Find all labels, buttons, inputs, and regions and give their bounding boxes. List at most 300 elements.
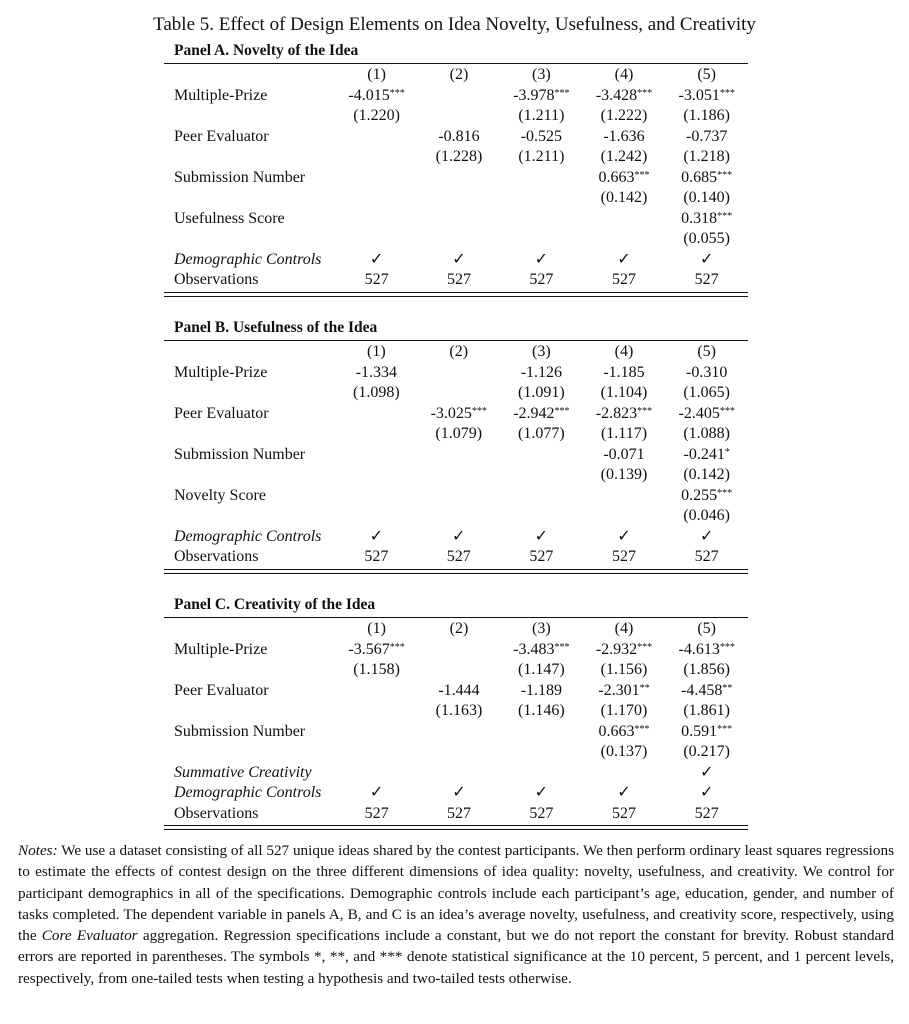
standard-error — [335, 229, 418, 250]
coefficient-value: ✓ — [617, 250, 631, 268]
coefficient-cell — [418, 86, 500, 107]
coefficient-cell — [417, 547, 500, 568]
coefficient-value: 527 — [364, 548, 389, 565]
coefficient-value: -4.015 — [348, 86, 390, 104]
coefficient-cell — [335, 547, 417, 568]
coefficient-cell — [418, 250, 500, 271]
table-row — [164, 804, 748, 825]
regression-table — [164, 619, 748, 824]
standard-error-row — [164, 742, 748, 763]
coefficient-value: -0.737 — [685, 127, 728, 145]
standard-error: (0.046) — [683, 507, 730, 524]
coefficient-cell — [500, 250, 583, 271]
coefficient-value: -1.334 — [355, 363, 398, 381]
coefficient-value: 527 — [694, 271, 719, 288]
coefficient-value: 527 — [529, 271, 554, 288]
column-number: (2) — [449, 620, 469, 637]
coefficient-cell — [417, 486, 500, 507]
coefficient-cell — [665, 209, 748, 230]
coefficient-value: -1.126 — [520, 363, 563, 381]
standard-error — [500, 506, 583, 527]
coefficient-value: ✓ — [534, 527, 549, 545]
column-number: (4) — [614, 620, 634, 637]
coefficient-cell — [665, 168, 748, 189]
coefficient-cell — [665, 547, 748, 568]
coefficient-cell — [665, 527, 748, 548]
standard-error: (0.139) — [600, 466, 648, 483]
standard-error-row — [164, 383, 748, 404]
row-label-empty — [164, 229, 335, 250]
coefficient-cell — [665, 250, 748, 271]
table-row — [164, 270, 748, 291]
standard-error: (1.098) — [353, 384, 400, 401]
standard-error: (1.220) — [353, 107, 400, 124]
significance-stars: *** — [554, 405, 570, 417]
coefficient-cell — [417, 445, 500, 466]
notes-lead: Notes: — [18, 842, 58, 859]
coefficient-cell — [335, 527, 417, 548]
standard-error — [500, 742, 583, 763]
standard-error-row — [164, 506, 748, 527]
standard-error: (1.146) — [518, 702, 565, 719]
coefficient-value: 527 — [612, 548, 636, 565]
coefficient-value: ✓ — [699, 763, 714, 781]
coefficient-value: -4.458 — [680, 681, 723, 699]
table-row — [164, 486, 748, 507]
standard-error-row — [164, 147, 748, 168]
coefficient-cell — [335, 681, 418, 702]
coefficient-value: ✓ — [534, 250, 549, 268]
coefficient-cell — [583, 763, 666, 784]
coefficient-cell — [500, 527, 583, 548]
coefficient-value: ✓ — [369, 250, 384, 268]
standard-error: (1.158) — [353, 661, 400, 678]
row-label: Peer Evaluator — [174, 127, 269, 145]
bottom-rule — [164, 825, 748, 830]
coefficient-cell — [500, 804, 583, 825]
standard-error — [583, 229, 666, 250]
coefficient-cell — [500, 404, 583, 425]
coefficient-cell — [500, 445, 583, 466]
coefficient-cell — [418, 209, 500, 230]
coefficient-cell — [335, 763, 418, 784]
standard-error — [418, 660, 500, 681]
row-label-empty — [164, 660, 335, 681]
coefficient-cell — [335, 445, 417, 466]
row-label: Observations — [174, 804, 259, 822]
standard-error: (1.091) — [518, 384, 565, 401]
row-label-empty — [164, 383, 335, 404]
coefficient-cell — [665, 763, 748, 784]
standard-error: (0.137) — [600, 743, 648, 760]
coefficient-cell — [335, 250, 418, 271]
standard-error: (1.228) — [435, 148, 483, 165]
row-label-empty — [164, 424, 335, 445]
coefficient-cell — [665, 445, 748, 466]
standard-error — [583, 506, 666, 527]
significance-stars: *** — [719, 641, 735, 653]
row-label: Multiple-Prize — [174, 363, 268, 381]
standard-error-row — [164, 106, 748, 127]
standard-error: (1.156) — [600, 661, 648, 678]
header-blank — [164, 65, 335, 86]
coefficient-value: 527 — [694, 548, 719, 565]
notes-emphasis: Core Evaluator — [41, 927, 138, 945]
significance-stars: *** — [389, 641, 405, 653]
significance-stars: *** — [637, 405, 653, 417]
coefficient-cell — [335, 209, 418, 230]
coefficient-value: -1.636 — [603, 127, 645, 145]
significance-stars: *** — [471, 405, 487, 417]
standard-error: (1.117) — [600, 425, 648, 442]
row-label-empty — [164, 106, 335, 127]
coefficient-value: 0.663 — [598, 722, 635, 740]
coefficient-value: 0.318 — [681, 209, 718, 227]
standard-error-row — [164, 424, 748, 445]
coefficient-cell — [583, 250, 666, 271]
standard-error: (1.242) — [600, 148, 648, 165]
standard-error — [500, 465, 583, 486]
table-row — [164, 250, 748, 271]
coefficient-value: 527 — [446, 548, 471, 565]
coefficient-cell — [583, 270, 666, 291]
row-label: Demographic Controls — [174, 784, 322, 801]
coefficient-cell — [583, 527, 666, 548]
coefficient-cell — [335, 404, 417, 425]
coefficient-cell — [665, 681, 748, 702]
coefficient-cell — [335, 127, 418, 148]
row-label-empty — [164, 701, 335, 722]
coefficient-cell — [583, 168, 666, 189]
significance-stars: ** — [639, 682, 650, 694]
coefficient-value: -3.483 — [513, 640, 555, 658]
coefficient-cell — [500, 486, 583, 507]
coefficient-cell — [665, 804, 748, 825]
coefficient-cell — [665, 270, 748, 291]
coefficient-cell — [583, 722, 666, 743]
coefficient-cell — [583, 640, 666, 661]
significance-stars: *** — [634, 723, 650, 735]
significance-stars: *** — [717, 487, 733, 499]
standard-error: (1.861) — [683, 702, 730, 719]
significance-stars: *** — [637, 87, 653, 99]
column-number: (1) — [367, 620, 386, 637]
coefficient-cell — [583, 445, 666, 466]
coefficient-cell — [500, 547, 583, 568]
coefficient-value: 527 — [364, 271, 389, 288]
row-label: Peer Evaluator — [174, 681, 269, 699]
column-number: (5) — [697, 66, 716, 83]
column-number: (5) — [697, 343, 716, 360]
table-row — [164, 722, 748, 743]
coefficient-cell — [500, 270, 583, 291]
coefficient-value: -2.823 — [595, 404, 638, 422]
column-number: (3) — [532, 66, 551, 83]
standard-error: (1.211) — [518, 148, 565, 165]
coefficient-value: -1.185 — [603, 363, 645, 381]
coefficient-cell — [335, 804, 418, 825]
table-row — [164, 763, 748, 784]
coefficient-cell — [665, 86, 748, 107]
coefficient-value: -2.932 — [595, 640, 638, 658]
standard-error — [417, 383, 500, 404]
coefficient-cell — [418, 681, 500, 702]
coefficient-value: 527 — [529, 548, 554, 565]
table-row — [164, 783, 748, 804]
significance-stars: *** — [719, 405, 735, 417]
coefficient-value: ✓ — [369, 784, 384, 801]
coefficient-value: -0.241 — [683, 445, 725, 463]
row-label: Submission Number — [174, 445, 306, 463]
column-number: (2) — [449, 66, 469, 83]
standard-error: (0.217) — [683, 743, 730, 760]
table-row — [164, 86, 748, 107]
row-label: Multiple-Prize — [174, 640, 268, 658]
regression-table — [164, 342, 748, 568]
table-row — [164, 640, 748, 661]
significance-stars: *** — [634, 169, 650, 181]
coefficient-cell — [583, 681, 666, 702]
significance-stars: *** — [554, 87, 570, 99]
standard-error — [335, 147, 418, 168]
standard-error: (0.140) — [683, 189, 730, 206]
standard-error: (0.142) — [600, 189, 648, 206]
standard-error: (0.055) — [683, 230, 730, 247]
standard-error — [335, 424, 417, 445]
standard-error-row — [164, 660, 748, 681]
coefficient-cell — [665, 783, 748, 804]
standard-error: (1.065) — [683, 384, 730, 401]
table-row — [164, 127, 748, 148]
significance-stars: *** — [719, 87, 735, 99]
standard-error — [335, 188, 418, 209]
coefficient-cell — [665, 127, 748, 148]
column-number: (2) — [449, 343, 469, 360]
notes-text-2: aggregation. Regression specifications include a constant, but we do not report the constant for brevity. Robust standard errors are reported in parentheses. The symbols *, **, and *** denote statistical significance at the 10 percent, 5 percent, and 1 percent levels, respectively, from one-tailed tests when testing a hypothesis and two-tailed tests otherwise. — [18, 927, 894, 987]
standard-error — [418, 106, 500, 127]
coefficient-value: -1.444 — [438, 681, 480, 699]
significance-stars: *** — [637, 641, 653, 653]
coefficient-cell — [500, 722, 583, 743]
row-label: Observations — [174, 548, 259, 565]
coefficient-cell — [583, 209, 666, 230]
coefficient-value: -3.978 — [513, 86, 555, 104]
table-row — [164, 209, 748, 230]
coefficient-cell — [665, 404, 748, 425]
column-number: (3) — [532, 343, 551, 360]
header-blank — [164, 342, 335, 363]
table-row — [164, 547, 748, 568]
coefficient-cell — [335, 722, 418, 743]
coefficient-value: ✓ — [617, 784, 631, 801]
significance-stars: *** — [717, 210, 733, 222]
standard-error — [335, 506, 417, 527]
column-number: (4) — [614, 343, 634, 360]
top-rule — [164, 63, 748, 64]
coefficient-value: ✓ — [617, 527, 631, 545]
coefficient-value: 527 — [612, 804, 636, 822]
coefficient-cell — [583, 86, 666, 107]
coefficient-value: 527 — [612, 271, 636, 288]
coefficient-cell — [583, 783, 666, 804]
coefficient-value: -2.405 — [678, 404, 720, 422]
header-blank — [164, 619, 335, 640]
coefficient-cell — [583, 547, 666, 568]
significance-stars: * — [724, 446, 730, 458]
coefficient-cell — [583, 486, 666, 507]
table-row — [164, 681, 748, 702]
standard-error-row — [164, 229, 748, 250]
row-label: Demographic Controls — [174, 527, 322, 545]
coefficient-cell — [417, 363, 500, 384]
top-rule — [164, 340, 748, 341]
bottom-rule — [164, 292, 748, 297]
coefficient-value: -1.189 — [520, 681, 563, 699]
significance-stars: *** — [389, 87, 405, 99]
standard-error: (1.088) — [683, 425, 730, 442]
coefficient-cell — [418, 270, 500, 291]
table-row — [164, 168, 748, 189]
coefficient-cell — [665, 640, 748, 661]
coefficient-value: ✓ — [452, 527, 466, 545]
coefficient-cell — [583, 804, 666, 825]
coefficient-value: 527 — [364, 804, 389, 822]
row-label: Usefulness Score — [174, 209, 285, 227]
coefficient-value: ✓ — [699, 527, 714, 545]
coefficient-cell — [335, 640, 418, 661]
column-number: (1) — [367, 66, 386, 83]
coefficient-value: ✓ — [452, 250, 466, 268]
top-rule — [164, 617, 748, 618]
coefficient-value: -4.613 — [678, 640, 720, 658]
table-title: Table 5. Effect of Design Elements on Idea Novelty, Usefulness, and Creativity — [153, 14, 756, 35]
coefficient-value: 527 — [694, 804, 719, 822]
standard-error — [417, 506, 500, 527]
standard-error: (1.077) — [518, 425, 565, 442]
coefficient-value: 0.685 — [681, 168, 718, 186]
coefficient-value: 527 — [446, 271, 471, 288]
standard-error-row — [164, 188, 748, 209]
coefficient-value: -3.428 — [595, 86, 638, 104]
coefficient-value: 0.663 — [598, 168, 635, 186]
coefficient-value: 0.255 — [681, 486, 718, 504]
standard-error: (1.147) — [518, 661, 565, 678]
panel-title: Panel A. Novelty of the Idea — [174, 42, 359, 59]
standard-error: (1.856) — [683, 661, 730, 678]
significance-stars: ** — [722, 682, 733, 694]
coefficient-cell — [418, 127, 500, 148]
column-number: (4) — [614, 66, 634, 83]
coefficient-cell — [500, 640, 583, 661]
coefficient-cell — [335, 783, 418, 804]
coefficient-value: ✓ — [699, 250, 714, 268]
standard-error — [335, 465, 417, 486]
coefficient-cell — [665, 363, 748, 384]
coefficient-cell — [583, 127, 666, 148]
coefficient-cell — [500, 763, 583, 784]
column-header-row — [164, 619, 748, 640]
coefficient-cell — [665, 486, 748, 507]
coefficient-cell — [335, 168, 418, 189]
coefficient-cell — [417, 404, 500, 425]
column-number: (5) — [697, 620, 716, 637]
coefficient-cell — [335, 486, 417, 507]
standard-error — [418, 229, 500, 250]
coefficient-cell — [665, 722, 748, 743]
standard-error — [418, 188, 500, 209]
coefficient-cell — [335, 363, 417, 384]
notes-text-1: We use a dataset consisting of all 527 unique ideas shared by the contest participants. We then perform ordinary least squares regressions to estimate the effects of contest design on the three different dimensions of idea quality: novelty, usefulness, and creativity. We control for participant demographics in all of the specifications. Demographic controls include each participant’s age, education, gender, and number of tasks completed. The dependent variable in panels A, B, and C is an idea’s average novelty, usefulness, and creativity score, respectively, using the — [18, 842, 894, 945]
standard-error — [500, 229, 583, 250]
bottom-rule — [164, 569, 748, 574]
row-label-empty — [164, 147, 335, 168]
regression-table — [164, 65, 748, 291]
standard-error: (1.163) — [435, 702, 483, 719]
coefficient-value: -0.310 — [685, 363, 728, 381]
significance-stars: *** — [717, 723, 733, 735]
coefficient-cell — [418, 783, 500, 804]
coefficient-cell — [418, 722, 500, 743]
coefficient-cell — [418, 168, 500, 189]
row-label-empty — [164, 188, 335, 209]
row-label: Multiple-Prize — [174, 86, 268, 104]
standard-error: (1.222) — [600, 107, 648, 124]
row-label: Peer Evaluator — [174, 404, 269, 422]
panel-title: Panel B. Usefulness of the Idea — [174, 319, 378, 336]
significance-stars: *** — [554, 641, 570, 653]
coefficient-cell — [583, 404, 666, 425]
standard-error — [335, 742, 418, 763]
coefficient-cell — [500, 681, 583, 702]
coefficient-value: ✓ — [452, 784, 466, 801]
coefficient-cell — [500, 86, 583, 107]
coefficient-cell — [335, 86, 418, 107]
coefficient-cell — [335, 270, 418, 291]
coefficient-cell — [500, 168, 583, 189]
coefficient-value: -3.025 — [430, 404, 472, 422]
standard-error: (1.186) — [683, 107, 730, 124]
standard-error-row — [164, 465, 748, 486]
coefficient-value: -0.071 — [603, 445, 645, 463]
coefficient-cell — [500, 209, 583, 230]
standard-error-row — [164, 701, 748, 722]
coefficient-value: -0.525 — [520, 127, 563, 145]
row-label: Demographic Controls — [174, 250, 322, 268]
coefficient-value: -3.567 — [348, 640, 390, 658]
coefficient-value: 527 — [446, 804, 471, 822]
standard-error: (1.104) — [600, 384, 648, 401]
coefficient-cell — [500, 783, 583, 804]
coefficient-cell — [500, 363, 583, 384]
coefficient-cell — [418, 640, 500, 661]
coefficient-value: -3.051 — [678, 86, 720, 104]
standard-error: (1.170) — [600, 702, 648, 719]
table-row — [164, 363, 748, 384]
coefficient-cell — [583, 363, 666, 384]
coefficient-cell — [417, 527, 500, 548]
coefficient-value: ✓ — [369, 527, 384, 545]
table-row — [164, 404, 748, 425]
row-label-empty — [164, 506, 335, 527]
standard-error — [500, 188, 583, 209]
standard-error: (1.079) — [435, 425, 483, 442]
table-notes — [18, 840, 894, 989]
row-label: Submission Number — [174, 168, 306, 186]
row-label-empty — [164, 465, 335, 486]
table-row — [164, 445, 748, 466]
column-number: (1) — [367, 343, 386, 360]
coefficient-cell — [418, 804, 500, 825]
